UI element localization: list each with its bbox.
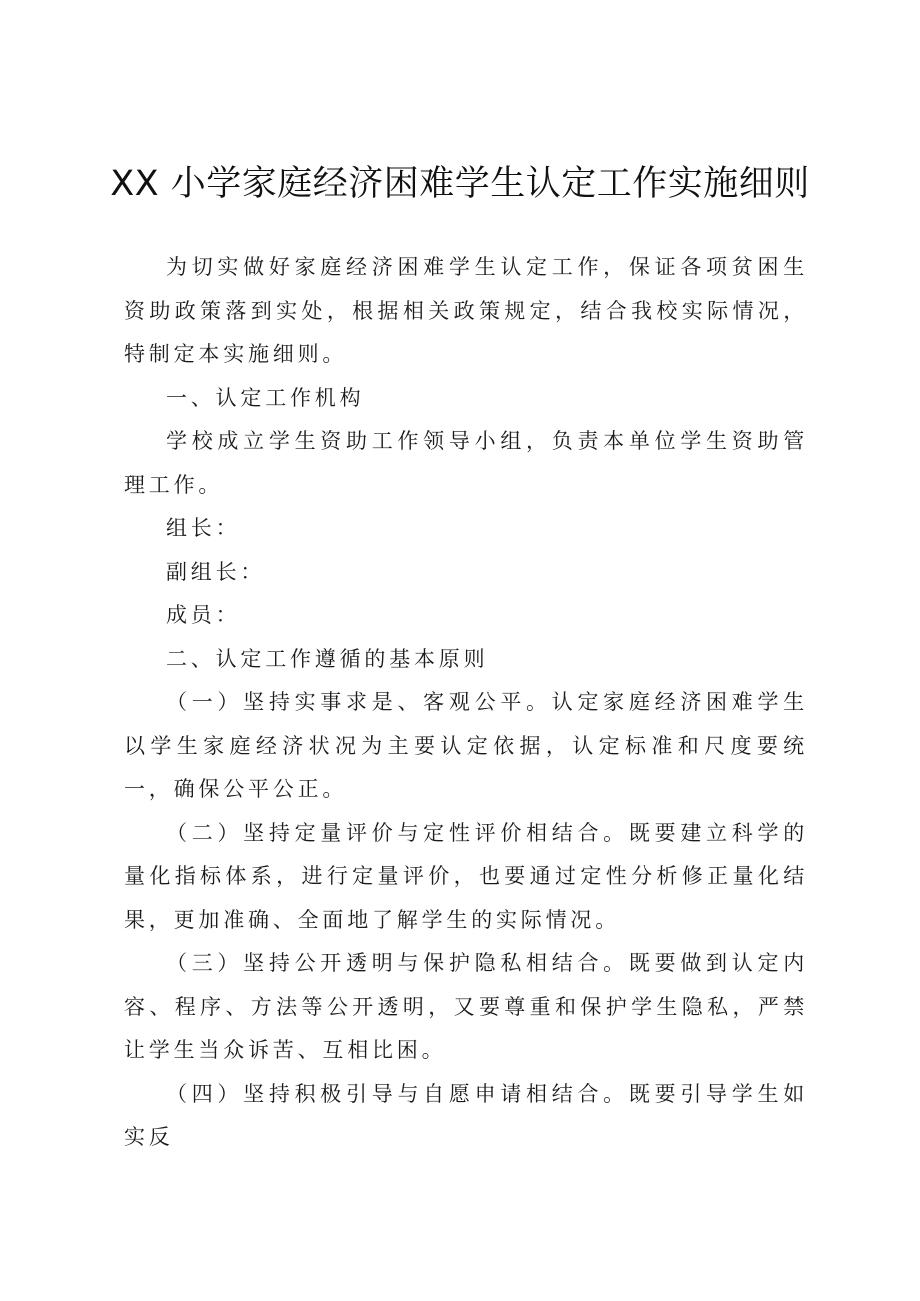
heading-section-2: 二、认定工作遵循的基本原则 <box>166 646 489 671</box>
field-group-leader: 组长： <box>166 516 241 540</box>
document-body <box>124 246 808 1160</box>
paragraph-leadership-group: 学校成立学生资助工作领导小组，负责本单位学生资助管理工作。 <box>124 429 808 497</box>
paragraph-intro: 为切实做好家庭经济困难学生认定工作，保证各项贫困生资助政策落到实处，根据相关政策规定，结合我校实际情况，特制定本实施细则。 <box>124 255 808 366</box>
paragraph-principle-1: （一）坚持实事求是、客观公平。认定家庭经济困难学生以学生家庭经济状况为主要认定依据，认定标准和尺度要统一，确保公平公正。 <box>124 690 808 801</box>
paragraph-principle-2: （二）坚持定量评价与定性评价相结合。既要建立科学的量化指标体系，进行定量评价，也要通过定性分析修正量化结果，更加准确、全面地了解学生的实际情况。 <box>124 820 808 932</box>
field-members: 成员： <box>166 603 241 627</box>
paragraph-principle-3: （三）坚持公开透明与保护隐私相结合。既要做到认定内容、程序、方法等公开透明，又要尊重和保护学生隐私，严禁让学生当众诉苦、互相比困。 <box>124 951 808 1062</box>
heading-section-1: 一、认定工作机构 <box>166 385 365 410</box>
field-deputy-leader: 副组长： <box>166 559 266 584</box>
paragraph-principle-4: （四）坚持积极引导与自愿申请相结合。既要引导学生如实反 <box>124 1081 808 1149</box>
document-title: XX 小学家庭经济困难学生认定工作实施细则 <box>110 164 810 204</box>
